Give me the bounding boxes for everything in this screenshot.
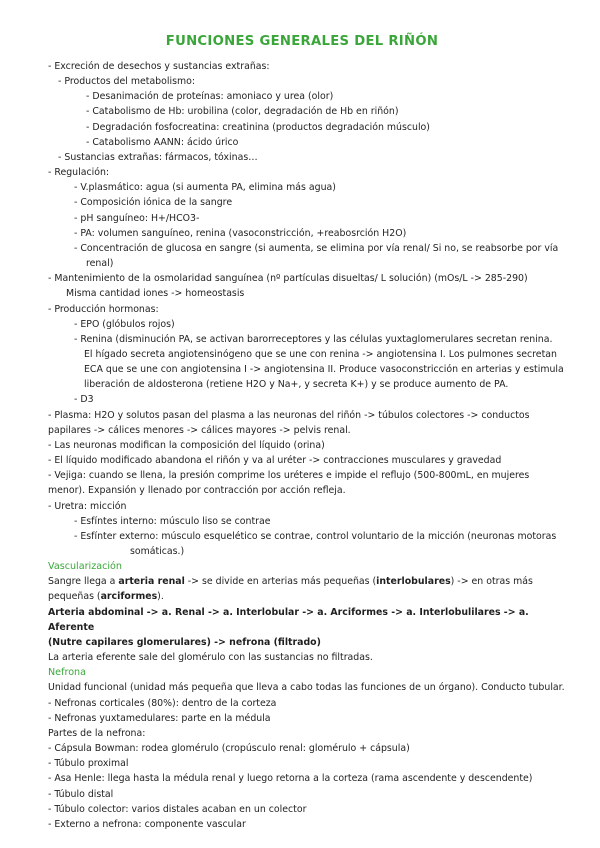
bold-term: interlobulares bbox=[376, 576, 451, 588]
list-item: - Sustancias extrañas: fármacos, tóxinas… bbox=[58, 151, 258, 163]
list-item-continuation: liberación de aldosterona (retiene H2O y Na+, y secreta K+) y se produce aumento de PA. bbox=[84, 379, 509, 391]
paragraph-line bbox=[48, 589, 556, 604]
list-item: - Renina (disminución PA, se activan barorreceptores y las células yuxtaglomerulares secretan renina. bbox=[74, 333, 553, 345]
bold-term: arteria renal bbox=[118, 576, 185, 588]
list-item: - Catabolismo AANN: ácido úrico bbox=[86, 136, 239, 148]
list-item: - Concentración de glucosa en sangre (si aumenta, se elimina por vía renal/ Si no, se reabsorbe por vía bbox=[74, 242, 559, 254]
list-item-continuation: Misma cantidad iones -> homeostasis bbox=[66, 288, 245, 300]
paragraph-line: Partes de la nefrona: bbox=[48, 727, 146, 739]
list-item: - Mantenimiento de la osmolaridad sanguínea (nº partículas disueltas/ L solución) (mOs/L -> 285-290) bbox=[48, 273, 528, 285]
page-title: FUNCIONES GENERALES DEL RIÑÓN bbox=[165, 34, 439, 49]
list-item: - EPO (glóbulos rojos) bbox=[74, 318, 175, 330]
list-item: - Asa Henle: llega hasta la médula renal y luego retorna a la corteza (rama ascendente y descendente) bbox=[48, 773, 533, 785]
list-item: - Vejiga: cuando se llena, la presión comprime los uréteres e impide el reflujo (500-800mL, en mujeres bbox=[48, 470, 530, 482]
paragraph-line bbox=[48, 574, 556, 589]
list-item-continuation: somáticas.) bbox=[130, 546, 185, 557]
list-item: - Las neuronas modifican la composición del líquido (orina) bbox=[48, 439, 325, 451]
section-heading-nefrona: Nefrona bbox=[48, 667, 87, 679]
list-item-continuation: papilares -> cálices menores -> cálices mayores -> pelvis renal. bbox=[48, 424, 351, 436]
list-item: - Esfínter externo: músculo esquelético se contrae, control voluntario de la micción (neuronas motoras bbox=[74, 530, 557, 542]
list-item: - Externo a nefrona: componente vascular bbox=[48, 818, 246, 830]
list-item: - V.plasmático: agua (si aumenta PA, elimina más agua) bbox=[74, 182, 336, 194]
list-item: - El líquido modificado abandona el riñón y va al uréter -> contracciones musculares y gravedad bbox=[48, 455, 502, 467]
list-item: - Nefronas corticales (80%): dentro de la corteza bbox=[48, 697, 277, 709]
section-heading-vascularizacion: Vascularización bbox=[48, 561, 123, 573]
list-item: - Uretra: micción bbox=[48, 500, 127, 512]
text-run: ) -> en otras más bbox=[450, 576, 533, 588]
text-run: -> se divide en arterias más pequeñas ( bbox=[184, 576, 377, 588]
list-item: - Desanimación de proteínas: amoniaco y urea (olor) bbox=[86, 91, 334, 103]
list-item: - Túbulo colector: varios distales acaban en un colector bbox=[48, 803, 307, 815]
list-item: - Cápsula Bowman: rodea glomérulo (cropúsculo renal: glomérulo + cápsula) bbox=[48, 743, 410, 755]
list-item: - Producción hormonas: bbox=[48, 303, 159, 315]
list-item: - Excreción de desechos y sustancias extrañas: bbox=[48, 61, 270, 72]
list-item: - Túbulo proximal bbox=[48, 758, 129, 770]
list-item: - Esfíntes interno: músculo liso se contrae bbox=[74, 515, 271, 527]
bold-term: arciformes bbox=[100, 591, 158, 603]
list-item: - D3 bbox=[74, 394, 94, 406]
list-item: - Productos del metabolismo: bbox=[58, 76, 195, 88]
list-item-continuation: menor). Expansión y llenado por contracción por acción refleja. bbox=[48, 485, 346, 497]
list-item: - Degradación fosfocreatina: creatinina (productos degradación músculo) bbox=[86, 121, 430, 133]
text-run: pequeñas ( bbox=[48, 591, 101, 603]
artery-pathway: Arteria abdominal -> a. Renal -> a. Interlobular -> a. Arciformes -> a. Interlobulilares -> a. Aferente bbox=[48, 606, 529, 633]
text-run: Sangre llega a bbox=[48, 576, 119, 588]
list-item: - Regulación: bbox=[48, 167, 110, 179]
paragraph-line: La arteria eferente sale del glomérulo con las sustancias no filtradas. bbox=[48, 652, 373, 664]
list-item-continuation: renal) bbox=[86, 258, 114, 270]
list-item-continuation: ECA que se une con angiotensina I -> angiotensina II. Produce vasoconstricción en arterias y estimula bbox=[84, 364, 564, 376]
list-item: - Composición iónica de la sangre bbox=[74, 197, 233, 209]
list-item: - Nefronas yuxtamedulares: parte en la médula bbox=[48, 712, 271, 724]
text-run: ). bbox=[157, 591, 164, 603]
list-item-continuation: El hígado secreta angiotensinógeno que se une con renina -> angiotensina I. Los pulmones secretan bbox=[84, 348, 557, 360]
list-item: - Túbulo distal bbox=[48, 788, 114, 800]
list-item: - pH sanguíneo: H+/HCO3- bbox=[74, 212, 200, 224]
paragraph-line: Unidad funcional (unidad más pequeña que lleva a cabo todas las funciones de un órgano). Conducto tubular. bbox=[48, 682, 565, 694]
list-item: - Plasma: H2O y solutos pasan del plasma a las neuronas del riñón -> túbulos colectores -> conductos bbox=[48, 409, 530, 421]
list-item: - Catabolismo de Hb: urobilina (color, degradación de Hb en riñón) bbox=[86, 106, 399, 118]
list-item: - PA: volumen sanguíneo, renina (vasoconstricción, +reabosrción H2O) bbox=[74, 227, 407, 239]
artery-pathway: (Nutre capilares glomerulares) -> nefrona (filtrado) bbox=[48, 636, 321, 648]
